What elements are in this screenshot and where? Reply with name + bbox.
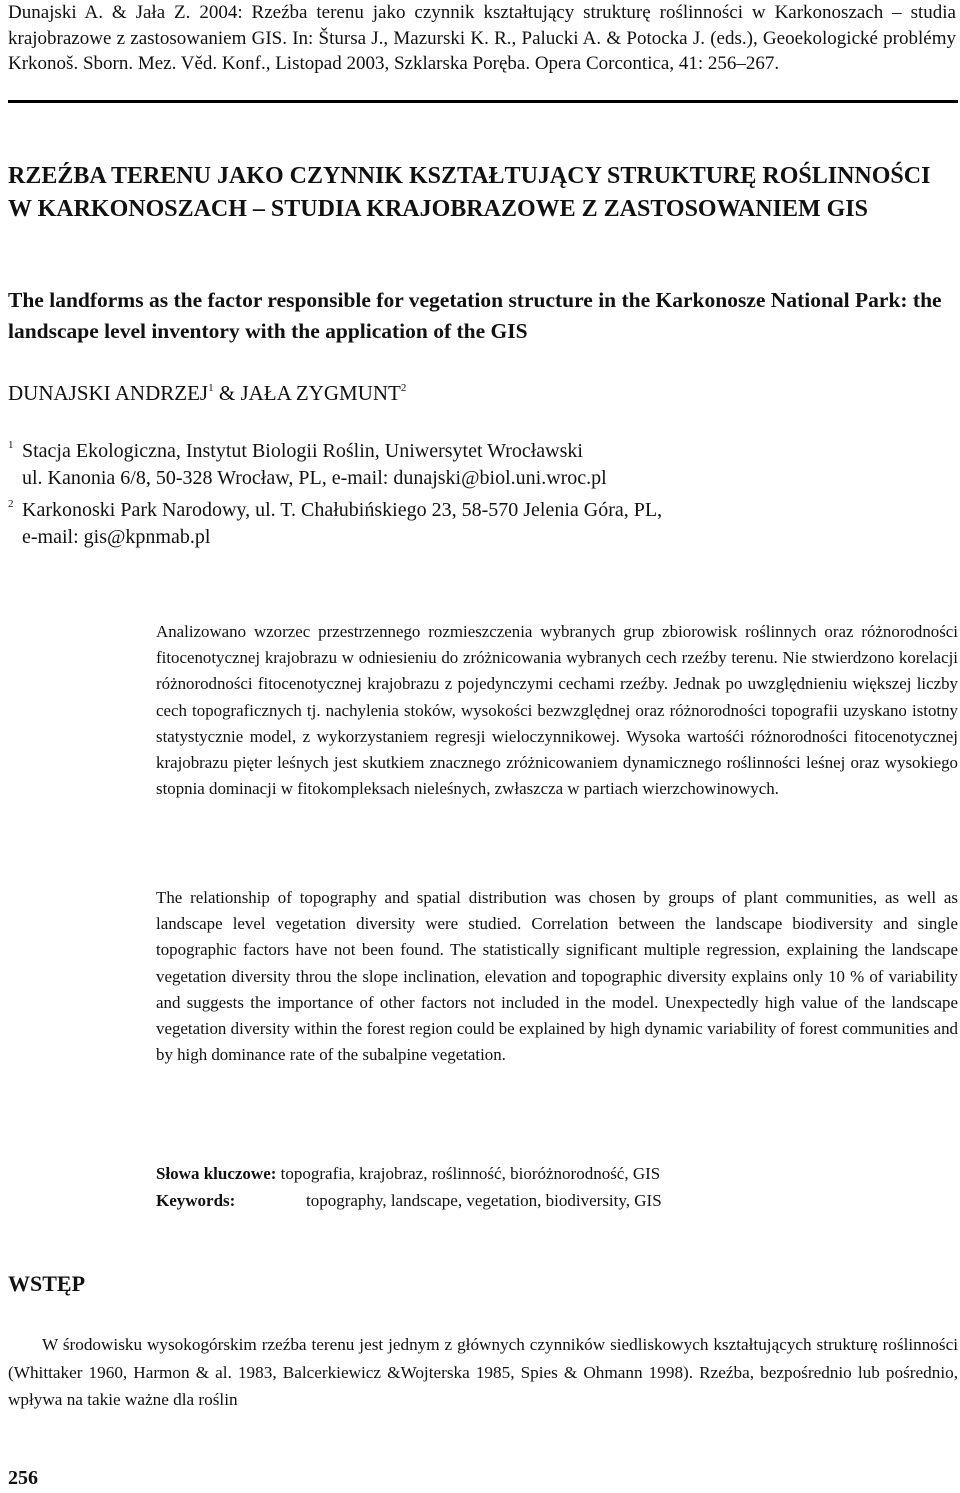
affiliation-1-line2: ul. Kanonia 6/8, 50-328 Wrocław, PL, e-mail: dunajski@biol.uni.wroc.pl [22, 466, 607, 489]
affiliation-2-number: 2 [8, 498, 14, 510]
author-1-sup: 1 [208, 382, 214, 394]
section-heading: WSTĘP [8, 1271, 86, 1296]
body-paragraph-text: W środowisku wysokogórskim rzeźba terenu jest jednym z głównych czynników siedliskowych kształtujących strukturę roślinności (Whittaker 1960, Harmon & al. 1983, Balcerkiewicz &Wojterska 1985, Spies & Ohmann 1998). Rzeźba, bezpośrednio lub pośrednio, wpływa na takie ważne dla roślin [8, 1335, 958, 1409]
body-paragraph [8, 1331, 958, 1414]
affiliation-1-line1: Stacja Ekologiczna, Instytut Biologii Roślin, Uniwersytet Wrocławski [22, 440, 583, 462]
author-2-sup: 2 [400, 382, 407, 394]
citation-header: Dunajski A. & Jała Z. 2004: Rzeźba terenu jako czynnik kształtujący strukturę roślinności w Karkonoszach – studia krajobrazowe z zastosowaniem GIS. In: Štursa J., Mazurski K. R., Palucki A. & Potocka J. (eds.), Geoekologické problémy Krkonoš. Sborn. Mez. Věd. Konf., Listopad 2003, Szklarska Poręba. Opera Corcontica, 41: 256–267. [8, 2, 956, 74]
paper-title-english: The landforms as the factor responsible for vegetation structure in the Karkonosze National Park: the landscape level inventory with the application of the GIS [8, 288, 942, 343]
author-2: JAŁA ZYGMUNT [240, 381, 401, 405]
author-separator: & [213, 381, 241, 405]
paper-title-polish: RZEŹBA TERENU JAKO CZYNNIK KSZTAŁTUJĄCY STRUKTURĘ ROŚLINNOŚCI W KARKONOSZACH – STUDIA KRAJOBRAZOWE Z ZASTOSOWANIEM GIS [8, 163, 931, 222]
abstract-polish: Analizowano wzorzec przestrzennego rozmieszczenia wybranych grup zbiorowisk roślinnych oraz różnorodności fitocenotycznej krajobrazu w odniesieniu do zróżnicowania wybranych cech rzeźby terenu. Nie stwierdzono korelacji różnorodności fitocenotycznej krajobrazu z pojedynczymi cechami rzeźby. Jednak po uwzględnieniu większej liczby cech topograficznych tj. nachylenia stoków, wysokości bezwzględnej oraz różnorodności topografii uzyskano istotny statystycznie model, z wykorzystaniem regresji wieloczynnikowej. Wysoka wartośći różnorodności fitocenotycznej krajobrazu pięter leśnych jest skutkiem znacznego zróżnicowaniem dynamicznego roślinności leśnej oraz wysokiego stopnia dominacji w fitokompleksach nieleśnych, zwłaszcza w partiach wierzchowinowych. [156, 622, 958, 799]
affiliation-2-line1: Karkonoski Park Narodowy, ul. T. Chałubińskiego 23, 58-570 Jelenia Góra, PL, [22, 499, 663, 521]
authors-line [8, 375, 406, 406]
abstract-english: The relationship of topography and spatial distribution was chosen by groups of plant communities, as well as landscape level vegetation diversity were studied. Correlation between the landscape biodiversity and single topographic factors have not been found. The statistically significant multiple regression, explaining the landscape vegetation diversity throu the slope inclination, elevation and topographic diversity explains only 10 % of variability and suggests the importance of other factors not included in the model. Unexpectedly high value of the landscape vegetation diversity within the forest region could be explained by high dynamic variability of forest communities and by high dominance rate of the subalpine vegetation. [156, 888, 958, 1065]
keywords-block [156, 1160, 958, 1214]
header-rule [8, 100, 958, 103]
keywords-english [156, 1187, 958, 1214]
keywords-polish-values: topografia, krajobraz, roślinność, bioróżnorodność, GIS [276, 1164, 661, 1183]
affiliation-1-number: 1 [8, 439, 14, 451]
keywords-polish [156, 1160, 958, 1187]
author-1: DUNAJSKI ANDRZEJ [8, 381, 209, 405]
keywords-polish-label: Słowa kluczowe: [156, 1164, 277, 1183]
keywords-english-values: topography, landscape, vegetation, biodiversity, GIS [306, 1191, 662, 1210]
keywords-english-label: Keywords: [156, 1191, 236, 1210]
affiliation-1 [8, 432, 948, 465]
page-number: 256 [8, 1467, 38, 1489]
affiliation-2 [8, 491, 948, 524]
affiliation-2-line2: e-mail: gis@kpnmab.pl [22, 525, 211, 548]
affiliations [8, 432, 948, 550]
